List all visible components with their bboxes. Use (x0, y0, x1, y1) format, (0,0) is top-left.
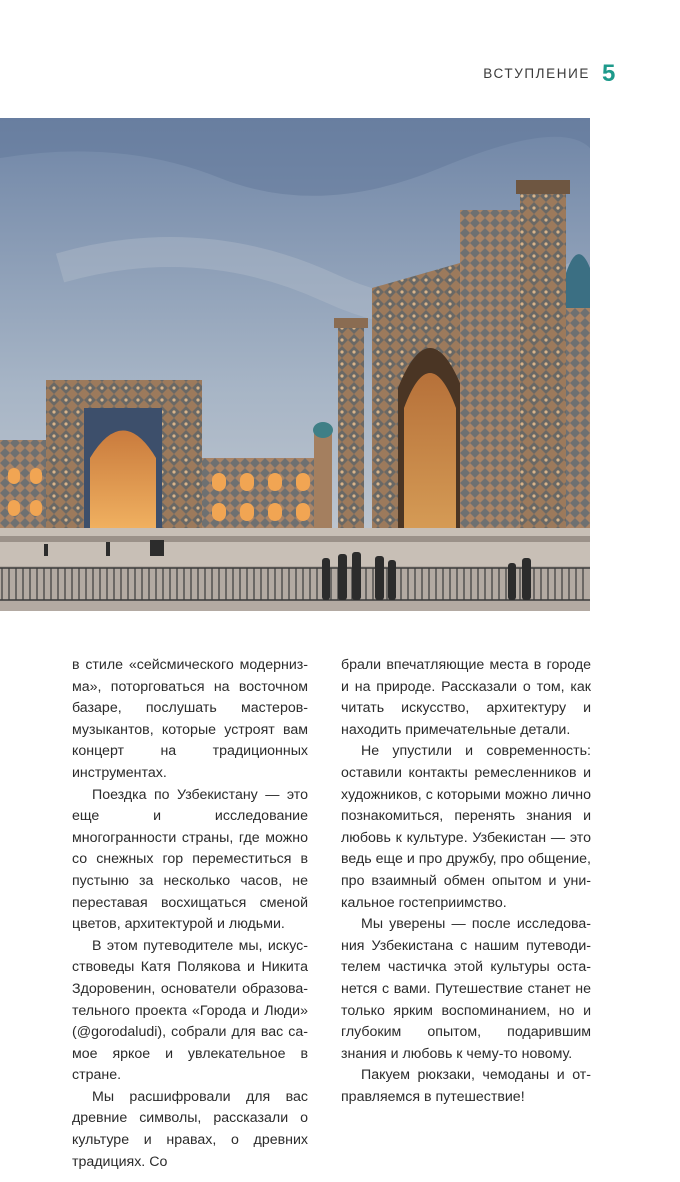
paragraph: Мы расшифровали для вас древние символы, рассказали о культуре и нравах, о древних традициях. Со (72, 1088, 308, 1170)
registan-square-photo-icon (0, 118, 590, 611)
page-number: 5 (602, 60, 616, 87)
registan-photo (0, 118, 590, 611)
paragraph: Поездка по Узбекистану — это еще и исследование многогранности страны, где можно со снежных гор переместиться в пустыню за несколько часов, не переставая восхищаться сменой цветов, архитектурой и людьми. (72, 786, 308, 933)
text-column-right (341, 655, 591, 1108)
running-head: ВСТУПЛЕНИЕ (483, 66, 590, 81)
paragraph: В этом путеводителе мы, искусствоведы Катя Полякова и Никита Здоровенин, основатели образовательного проекта «Города и Люди» (@gorodaludi), собрали для вас самое яркое и увлекательное в стране. (72, 937, 308, 1084)
paragraph: Не упустили и современность: оставили контакты ремесленников и художников, с которыми можно лично познакомиться, перенять знания и любовь к культуре. Узбекистан — это ведь еще и про дружбу, про общение, про взаимный обмен опытом и уникальное гостеприимство. (341, 743, 591, 911)
paragraph: Мы уверены — после исследования Узбекистана с нашим путеводителем частичка этой культуры останется с вами. Путешествие станет не только ярким воспоминанием, но и глубоким опытом, подарившим знания и любовь к чему-то новому. (341, 916, 591, 1062)
paragraph: брали впечатляющие места в городе и на природе. Рассказали о том, как читать искусство, архитектуру и находить примечательные детали. (341, 657, 591, 738)
paragraph: в стиле «сейсмического модернизма», поторговаться на восточном базаре, послушать мастеров-музыкантов, которые устроят вам концерт на традиционных инструментах. (72, 657, 308, 781)
paragraph: Пакуем рюкзаки, чемоданы и отправляемся в путешествие! (341, 1067, 591, 1105)
text-column-left (72, 655, 308, 1173)
